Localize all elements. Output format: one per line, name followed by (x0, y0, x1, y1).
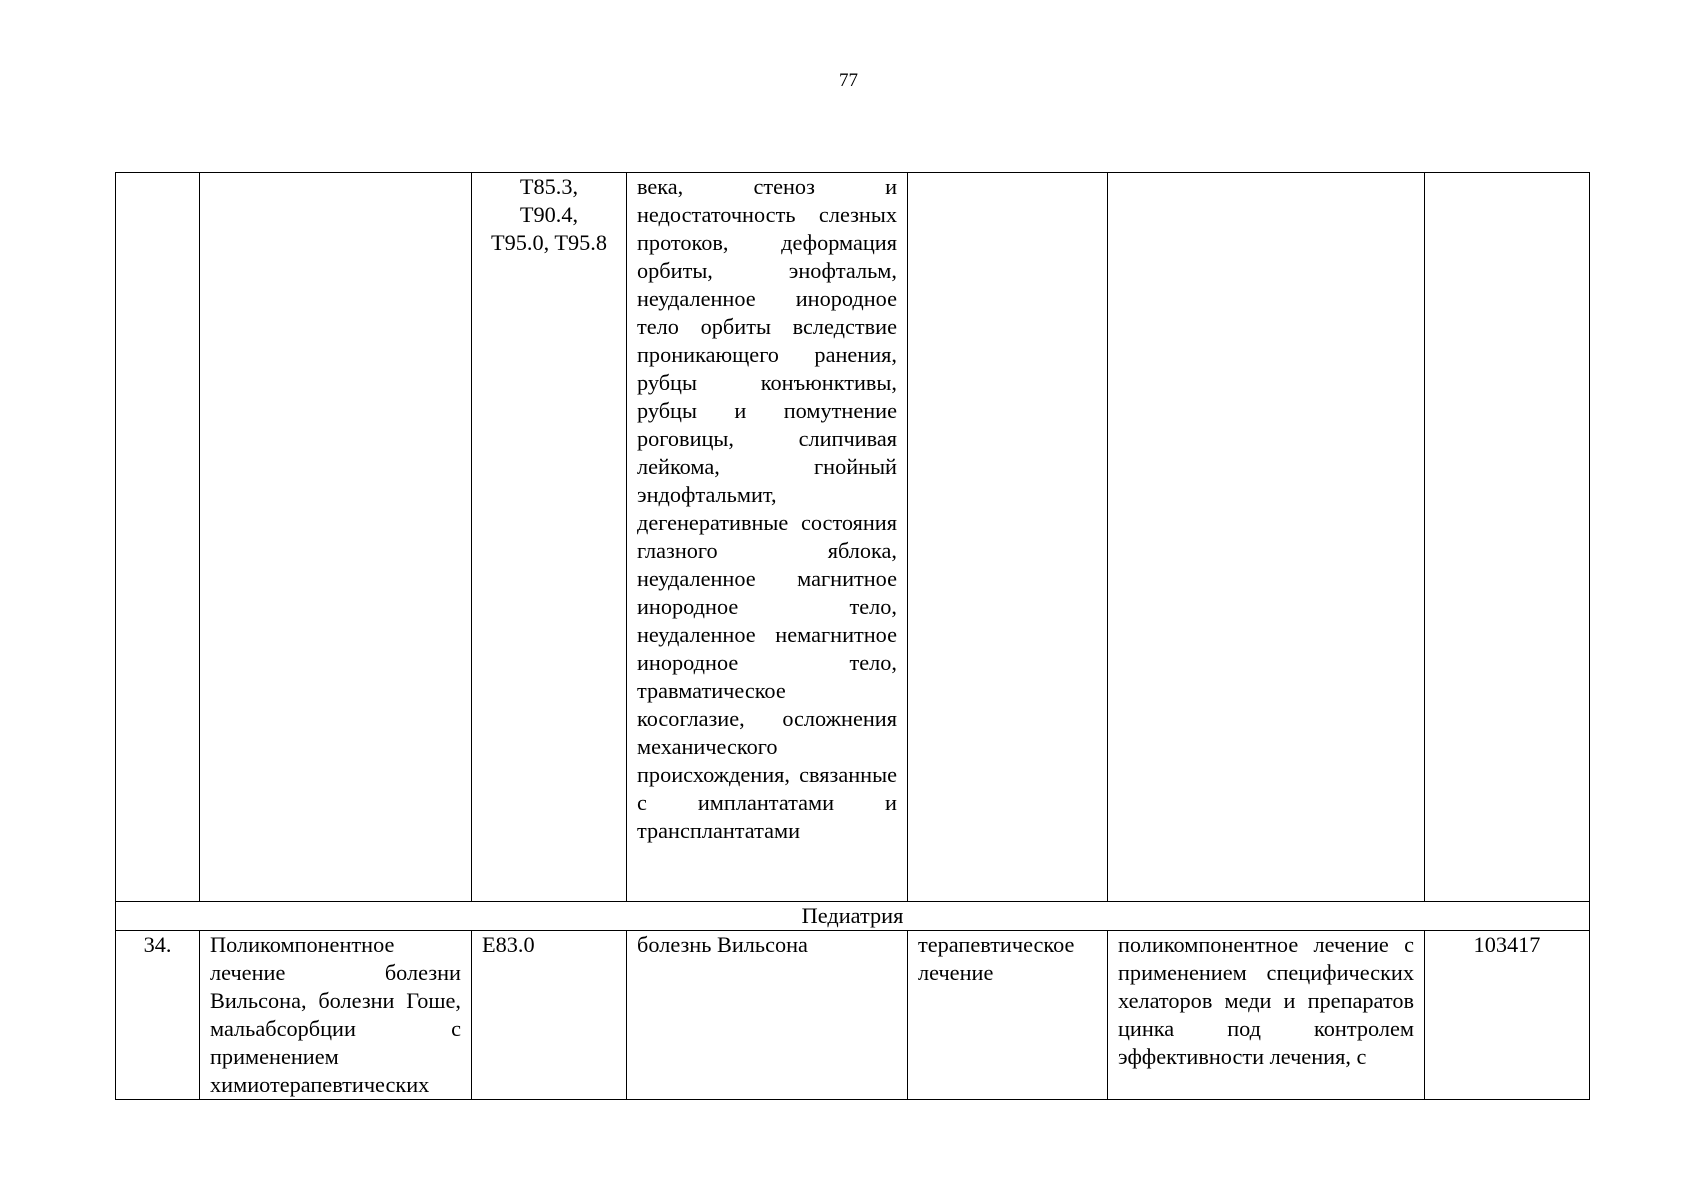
cell-code: E83.0 (472, 931, 627, 1100)
section-header-row (116, 902, 1590, 931)
cell-cost: 103417 (1425, 931, 1590, 1100)
cell-name (200, 173, 472, 902)
cell-treatment-type (908, 173, 1108, 902)
code-line: T95.0, T95.8 (490, 230, 608, 255)
cell-method (1108, 173, 1425, 902)
table-row-continued (116, 173, 1590, 902)
code-line: T85.3, (519, 174, 579, 199)
cell-treatment-type: терапевтическое лечение (908, 931, 1108, 1100)
medical-care-table (115, 172, 1590, 1100)
cell-number: 34. (116, 931, 200, 1100)
cell-codes (472, 173, 627, 902)
code-line: T90.4, (519, 202, 579, 227)
section-title: Педиатрия (116, 902, 1590, 931)
cell-cost (1425, 173, 1590, 902)
cell-number (116, 173, 200, 902)
cell-name: Поликомпонентное лечение болезни Вильсона, болезни Гоше, мальабсорбции с применением химиотерапевтических (200, 931, 472, 1100)
table-row-34 (116, 931, 1590, 1100)
cell-diagnosis: века, стеноз и недостаточность слезных протоков, деформация орбиты, энофтальм, неудаленное инородное тело орбиты вследствие проникающего ранения, рубцы конъюнктивы, рубцы и помутнение роговицы, слипчивая лейкома, гнойный эндофтальмит, дегенеративные состояния глазного яблока, неудаленное магнитное инородное тело, неудаленное немагнитное инородное тело, травматическое косоглазие, осложнения механического происхождения, связанные с имплантатами и трансплантатами (627, 173, 908, 902)
page-number: 77 (839, 70, 858, 91)
cell-method: поликомпонентное лечение с применением специфических хелаторов меди и препаратов цинка под контролем эффективности лечения, с (1108, 931, 1425, 1100)
cell-diagnosis: болезнь Вильсона (627, 931, 908, 1100)
